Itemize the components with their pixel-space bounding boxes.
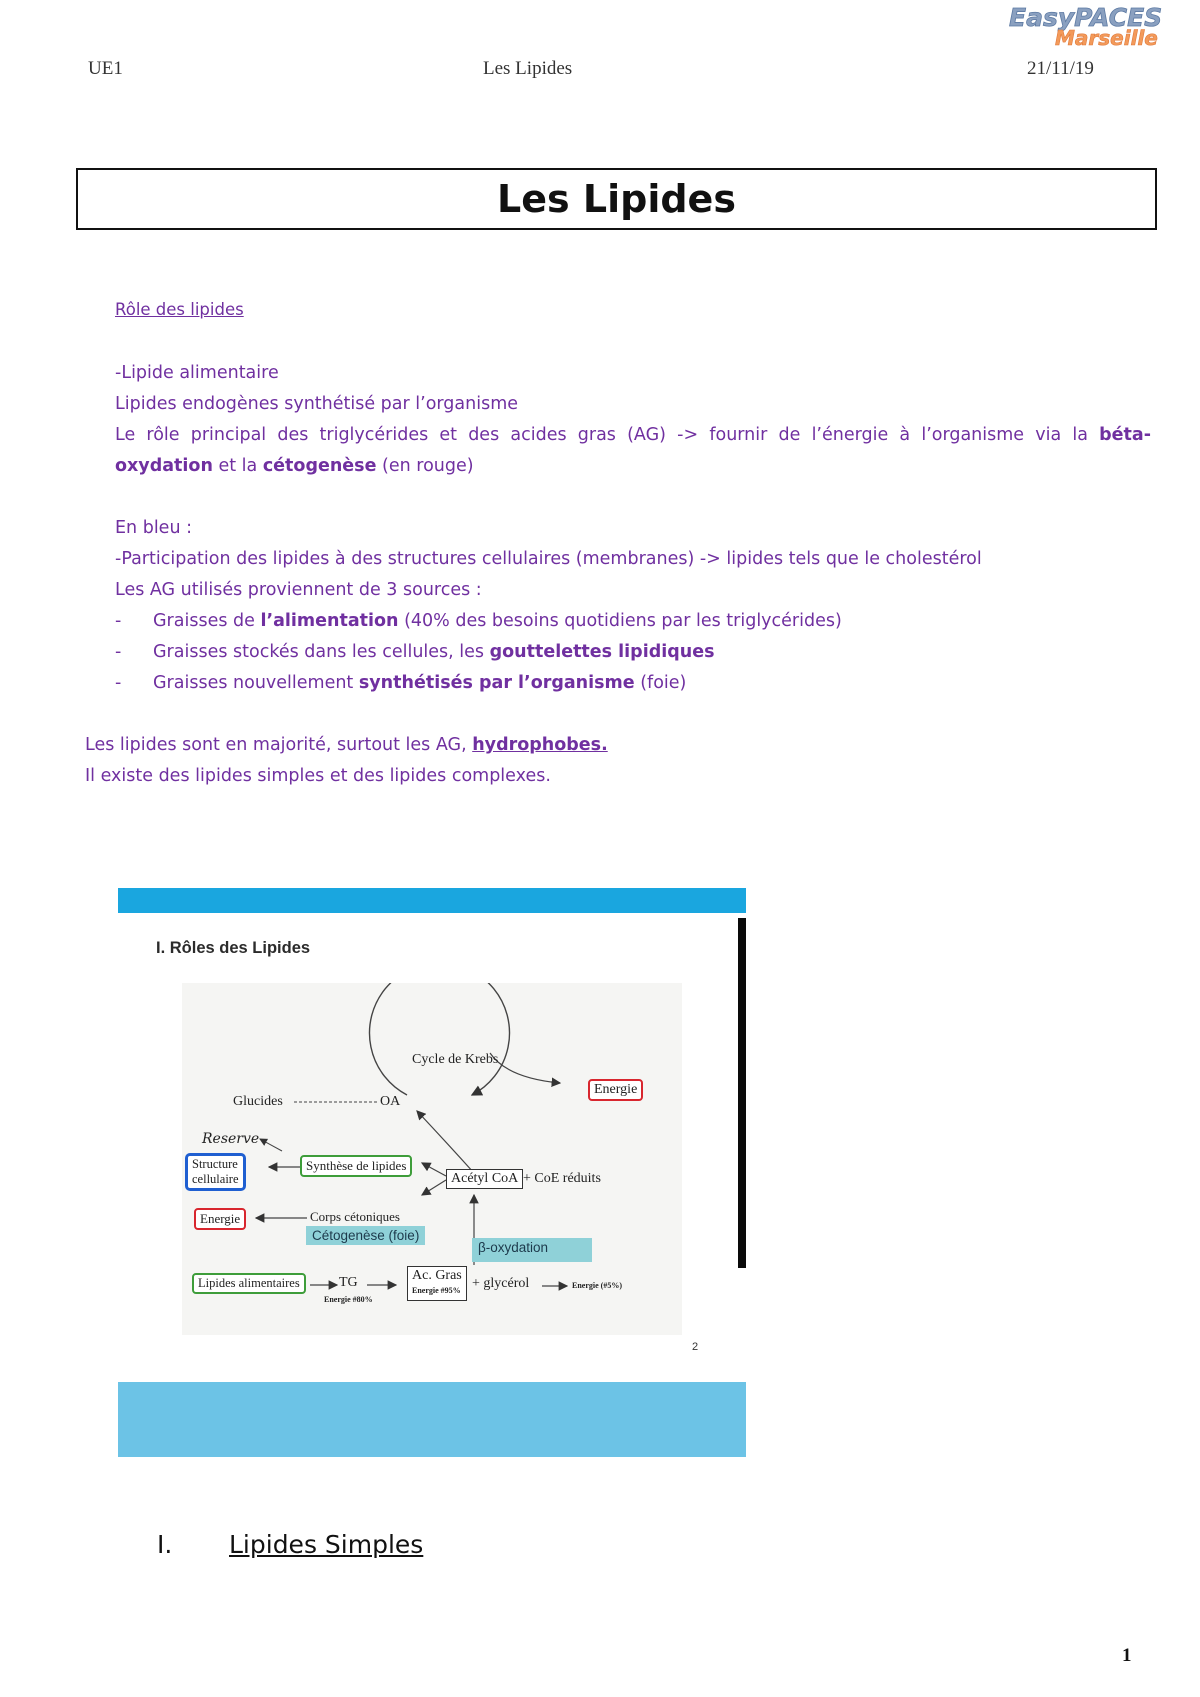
text-bold: béta- xyxy=(1099,425,1151,445)
text-line: En bleu : xyxy=(115,518,192,538)
text-line: -Lipide alimentaire xyxy=(115,363,279,383)
energie-box-top: Energie xyxy=(588,1079,643,1101)
paragraph-role-line2 xyxy=(115,454,474,478)
list-item xyxy=(115,609,842,633)
reserve-annotation: Reserve xyxy=(202,1131,260,1147)
tg-label: TG xyxy=(339,1275,358,1290)
easypaces-logo xyxy=(1005,2,1170,50)
text-bold: synthétisés par l’organisme xyxy=(358,673,635,693)
structure-cellulaire-box xyxy=(185,1153,246,1191)
svg-text:EasyPACES: EasyPACES xyxy=(1009,3,1163,32)
text-span: (foie) xyxy=(634,673,687,693)
text-span: Les lipides sont en majorité, surtout les AG, xyxy=(85,735,473,755)
coe-reduits-label: + CoE réduits xyxy=(523,1171,601,1186)
slide-figure xyxy=(118,888,746,1457)
summary-line xyxy=(85,733,608,757)
energie-5-label: Energie (#5%) xyxy=(572,1281,622,1290)
text-line: Lipides endogènes synthétisé par l’organisme xyxy=(115,394,519,414)
section-number: I. xyxy=(157,1530,173,1559)
section-heading-role: Rôle des lipides xyxy=(115,300,244,319)
text-bold: oxydation xyxy=(115,456,213,476)
cellulaire-line: cellulaire xyxy=(192,1172,239,1186)
svg-text:Marseille: Marseille xyxy=(1055,26,1158,50)
section-heading-lipides-simples xyxy=(157,1530,423,1559)
krebs-cycle-label: Cycle de Krebs xyxy=(412,1052,499,1067)
beta-oxydation-highlight: β-oxydation xyxy=(472,1238,592,1262)
header-date: 21/11/19 xyxy=(1027,58,1094,79)
glucides-label: Glucides xyxy=(233,1094,283,1109)
synthese-lipides-box: Synthèse de lipides xyxy=(300,1155,412,1177)
text-span: (en rouge) xyxy=(376,456,474,476)
section-label: Lipides Simples xyxy=(229,1530,424,1559)
text-line: Les AG utilisés proviennent de 3 sources : xyxy=(115,580,482,600)
structure-line: Structure xyxy=(192,1157,238,1171)
text-line: -Participation des lipides à des structures cellulaires (membranes) -> lipides tels que le cholestérol xyxy=(115,549,982,569)
text-span: (40% des besoins quotidiens par les triglycérides) xyxy=(398,611,842,631)
bullet-dash: - xyxy=(115,642,122,662)
page-title: Les Lipides xyxy=(497,177,736,221)
page-number: 1 xyxy=(1122,1645,1132,1666)
text-bold: cétogenèse xyxy=(262,456,377,476)
summary-line: Il existe des lipides simples et des lipides complexes. xyxy=(85,766,551,786)
energie-80-label: Energie #80% xyxy=(324,1295,373,1304)
title-box xyxy=(76,168,1157,230)
ac-gras-box xyxy=(407,1266,467,1301)
corps-cetoniques-label: Corps cétoniques xyxy=(310,1209,400,1224)
text-bold: gouttelettes lipidiques xyxy=(489,642,715,662)
ac-gras-label: Ac. Gras xyxy=(412,1268,462,1283)
slide-heading: I. Rôles des Lipides xyxy=(156,939,311,957)
lipides-alimentaires-box: Lipides alimentaires xyxy=(192,1273,306,1294)
header-subject: Les Lipides xyxy=(483,58,573,79)
text-span: Graisses de xyxy=(153,611,261,631)
list-item xyxy=(115,671,686,695)
list-item xyxy=(115,640,715,664)
slide-right-bar xyxy=(738,918,746,1268)
bullet-dash: - xyxy=(115,611,122,631)
paragraph-role-line1 xyxy=(115,423,1151,447)
slide-top-bar xyxy=(118,888,746,913)
text-bold-underline: hydrophobes. xyxy=(472,735,608,755)
header-ue: UE1 xyxy=(88,58,123,79)
energie-box-mid: Energie xyxy=(194,1208,246,1230)
glycerol-label: + glycérol xyxy=(472,1276,530,1291)
text-span: Graisses stockés dans les cellules, les xyxy=(153,642,490,662)
text-span: et la xyxy=(212,456,263,476)
text-span: Le rôle principal des triglycérides et des acides gras (AG) -> fournir de l’énergie à l’organisme via la xyxy=(115,425,1100,445)
bullet-dash: - xyxy=(115,673,122,693)
acetyl-coa-box: Acétyl CoA xyxy=(446,1169,523,1189)
lipid-roles-diagram xyxy=(182,983,682,1335)
energie-95-label: Energie #95% xyxy=(412,1286,461,1295)
text-span: Graisses nouvellement xyxy=(153,673,359,693)
slide-bottom-bar xyxy=(118,1382,746,1457)
cetogenese-highlight: Cétogenèse (foie) xyxy=(306,1226,425,1245)
slide-number: 2 xyxy=(692,1341,699,1353)
text-bold: l’alimentation xyxy=(260,611,399,631)
oa-label: OA xyxy=(380,1094,401,1109)
